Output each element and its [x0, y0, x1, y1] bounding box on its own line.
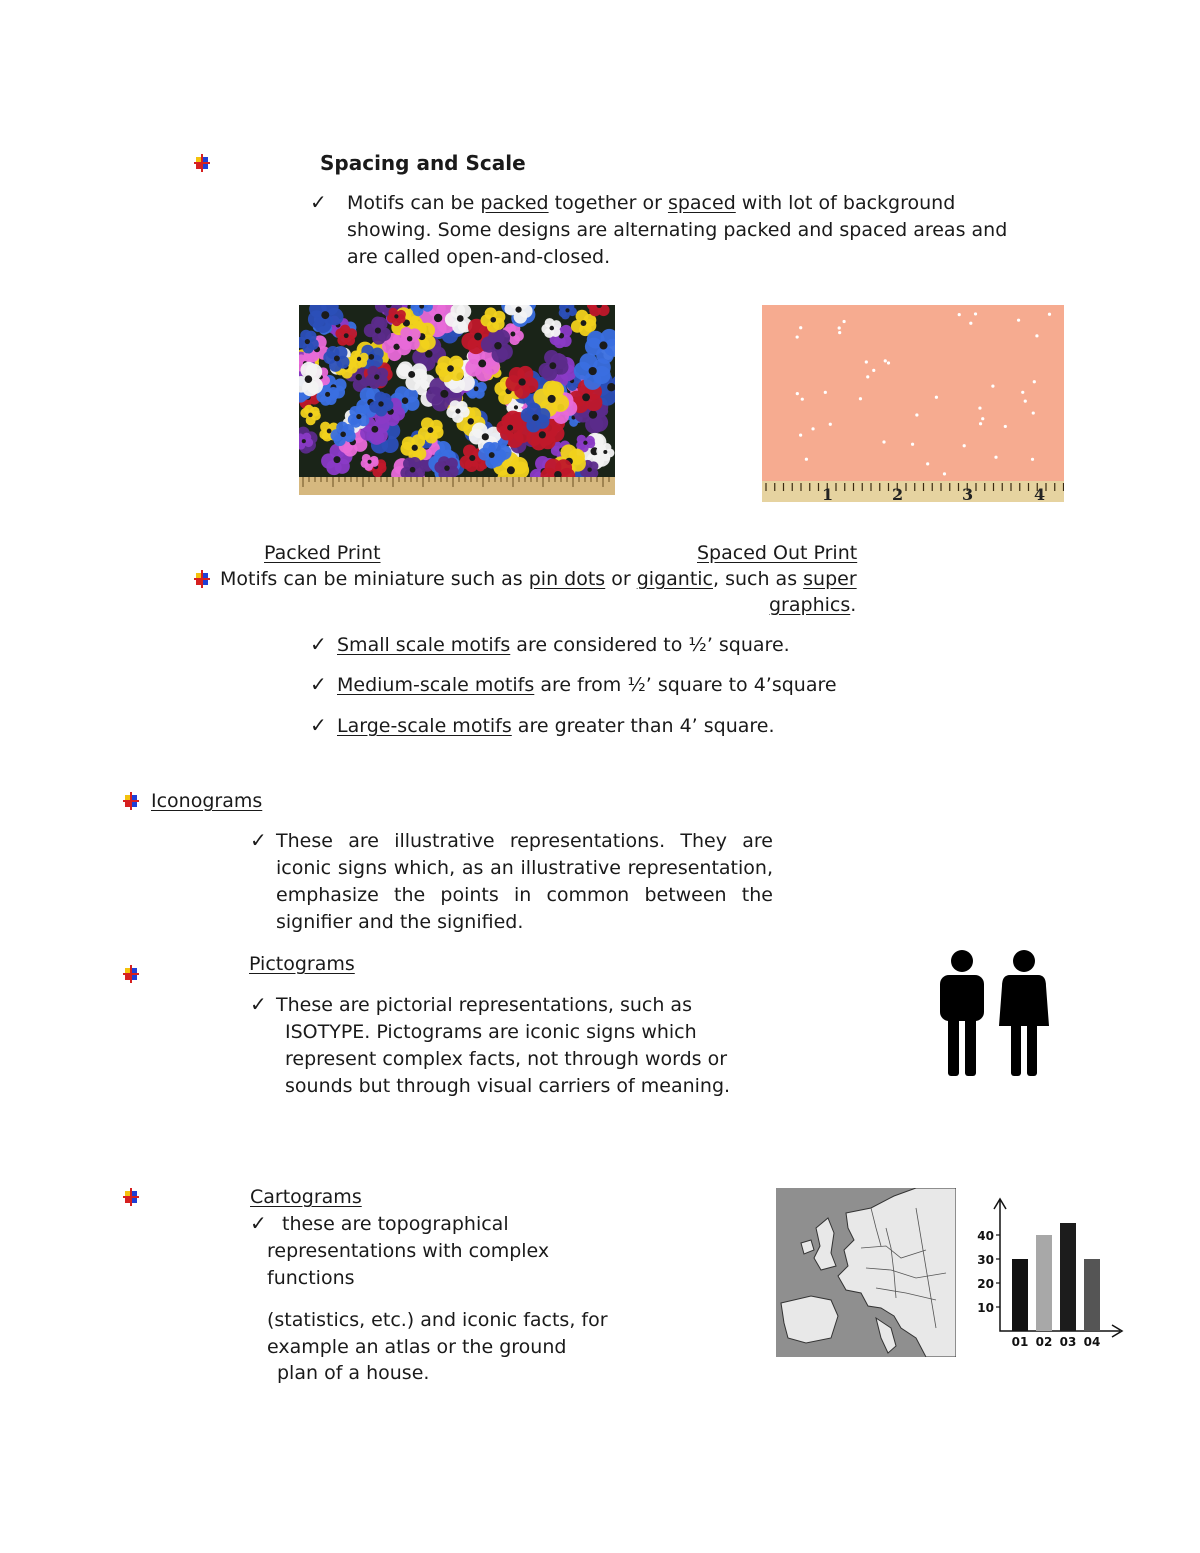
paragraph-line: functions	[267, 1267, 355, 1289]
checkmark-icon: ✓	[250, 992, 267, 1016]
caption-spaced-print: Spaced Out Print	[697, 542, 858, 564]
ruler-number: 1	[822, 485, 834, 502]
paragraph-line: Motifs can be packed together or spaced with lot of background	[347, 192, 956, 214]
term-packed: packed	[480, 192, 549, 214]
bar-04	[1084, 1259, 1100, 1331]
section-heading-pictograms: Pictograms	[249, 953, 355, 975]
y-tick-label: 30	[977, 1253, 994, 1267]
x-tick-label: 03	[1059, 1335, 1077, 1349]
y-tick-label: 40	[977, 1229, 994, 1243]
paragraph-line: graphics.	[769, 594, 857, 616]
x-tick-label: 02	[1035, 1335, 1053, 1349]
man-woman-pictogram-icon	[936, 948, 1054, 1078]
paragraph-line: example an atlas or the ground	[267, 1336, 567, 1358]
bullet-icon	[123, 1188, 139, 1206]
bar-01	[1012, 1259, 1028, 1331]
bar-02	[1036, 1235, 1052, 1331]
paragraph-line: (statistics, etc.) and iconic facts, for	[267, 1309, 608, 1331]
section-heading-cartograms: Cartograms	[250, 1186, 362, 1208]
paragraph-line: signifier and the signified.	[276, 911, 524, 933]
checkmark-icon: ✓	[310, 632, 327, 656]
ruler-number: 2	[892, 485, 904, 502]
paragraph-line: sounds but through visual carriers of meaning.	[285, 1075, 731, 1097]
paragraph-line: iconic signs which, as an illustrative representation,	[276, 857, 773, 879]
list-item: Small scale motifs are considered to ½’ square.	[337, 634, 790, 656]
paragraph-line: Motifs can be miniature such as pin dots or gigantic, such as super	[220, 568, 857, 590]
bar-03	[1060, 1223, 1076, 1331]
paragraph-line: representations with complex	[267, 1240, 550, 1262]
checkmark-icon: ✓	[250, 1211, 267, 1235]
bullet-icon	[123, 965, 139, 983]
checkmark-icon: ✓	[310, 190, 327, 214]
paragraph-line: are called open-and-closed.	[347, 246, 611, 268]
paragraph-line: ISOTYPE. Pictograms are iconic signs which	[285, 1021, 697, 1043]
x-tick-label: 04	[1083, 1335, 1101, 1349]
paragraph-line: These are illustrative representations. They are	[276, 830, 773, 852]
bullet-icon	[194, 570, 210, 588]
term-spaced: spaced	[667, 192, 736, 214]
term-pin-dots: pin dots	[528, 568, 606, 590]
section-heading: Spacing and Scale	[320, 151, 526, 175]
checkmark-icon: ✓	[250, 828, 267, 852]
packed-floral-print-image	[299, 305, 615, 495]
checkmark-icon: ✓	[310, 672, 327, 696]
bar-chart	[965, 1196, 1130, 1352]
ruler-number: 4	[1034, 485, 1046, 502]
y-tick-label: 20	[977, 1277, 994, 1291]
paragraph-line: showing. Some designs are alternating packed and spaced areas and	[347, 219, 1008, 241]
term-graphics: graphics	[769, 594, 851, 616]
paragraph-line: these are topographical	[282, 1213, 509, 1235]
ruler-number: 3	[962, 485, 974, 502]
paragraph-line: These are pictorial representations, such as	[276, 994, 692, 1016]
term-gigantic: gigantic	[636, 568, 713, 590]
bullet-icon	[194, 154, 210, 172]
y-tick-label: 10	[977, 1301, 994, 1315]
paragraph-line: represent complex facts, not through words or	[285, 1048, 728, 1070]
caption-packed-print: Packed Print	[264, 542, 381, 564]
paragraph-line: emphasize the points in common between the	[276, 884, 773, 906]
bullet-icon	[123, 792, 139, 810]
checkmark-icon: ✓	[310, 713, 327, 737]
list-item: Large-scale motifs are greater than 4’ square.	[337, 715, 775, 737]
spaced-dot-print-image	[762, 305, 1064, 502]
section-heading-iconograms: Iconograms	[151, 790, 263, 812]
x-tick-label: 01	[1011, 1335, 1029, 1349]
europe-map-image	[776, 1188, 956, 1357]
list-item: Medium-scale motifs are from ½’ square to 4’square	[337, 674, 837, 696]
paragraph-line: plan of a house.	[277, 1362, 430, 1384]
term-super: super	[803, 568, 857, 590]
